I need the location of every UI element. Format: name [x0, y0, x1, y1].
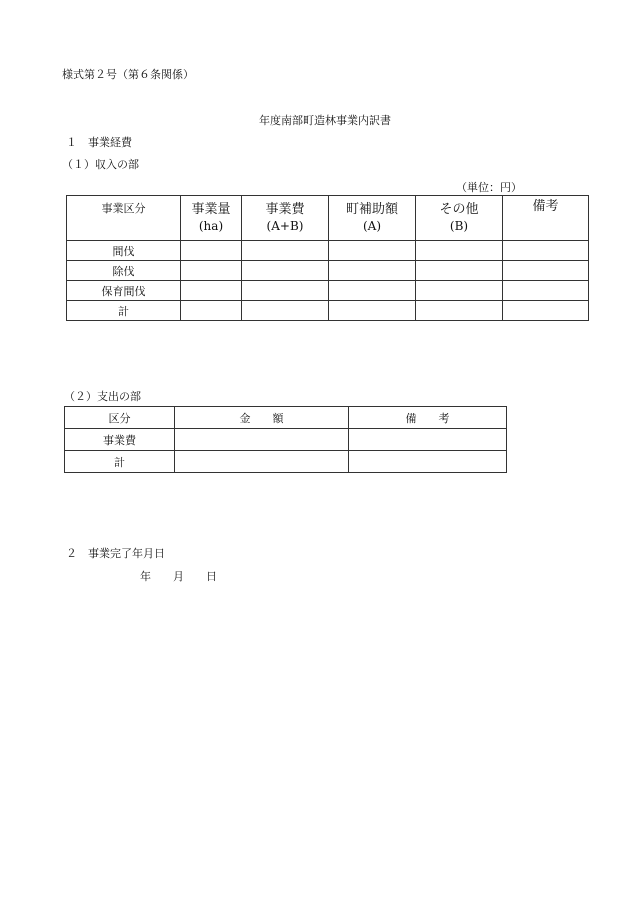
cell-input[interactable] — [181, 301, 242, 321]
cell-input[interactable] — [181, 241, 242, 261]
cell-input[interactable] — [329, 261, 416, 281]
cell-input[interactable] — [329, 241, 416, 261]
income-subheading: （１）収入の部 — [62, 158, 139, 171]
cell-input[interactable] — [329, 281, 416, 301]
header-other: その他 (B) — [416, 196, 503, 241]
document-title: 年度南部町造林事業内訳書 — [259, 114, 391, 127]
cell-input[interactable] — [242, 241, 329, 261]
row-label: 除伐 — [67, 261, 181, 281]
cell-input[interactable] — [503, 281, 589, 301]
cell-input[interactable] — [416, 261, 503, 281]
header-category: 事業区分 — [67, 196, 181, 241]
row-label: 間伐 — [67, 241, 181, 261]
header-quantity: 事業量 (ha) — [181, 196, 242, 241]
header-category: 区分 — [65, 407, 175, 429]
table-row — [67, 241, 589, 261]
row-label: 計 — [65, 451, 175, 473]
header-amount: 金 額 — [175, 407, 349, 429]
section-2-heading: ２ 事業完了年月日 — [66, 547, 165, 560]
cell-input[interactable] — [416, 301, 503, 321]
cell-input[interactable] — [329, 301, 416, 321]
cell-input[interactable] — [349, 429, 507, 451]
cell-input[interactable] — [503, 241, 589, 261]
cell-input[interactable] — [503, 261, 589, 281]
cell-input[interactable] — [181, 261, 242, 281]
row-label: 保育間伐 — [67, 281, 181, 301]
header-cost: 事業費 (A+B) — [242, 196, 329, 241]
table-row — [65, 429, 507, 451]
cell-input[interactable] — [175, 429, 349, 451]
header-remarks: 備考 — [503, 196, 589, 241]
cell-input[interactable] — [503, 301, 589, 321]
table-row — [65, 451, 507, 473]
expense-table — [64, 406, 507, 473]
cell-input[interactable] — [349, 451, 507, 473]
expense-subheading: （２）支出の部 — [64, 390, 141, 403]
header-remarks: 備 考 — [349, 407, 507, 429]
header-town-subsidy: 町補助額 (A) — [329, 196, 416, 241]
unit-label: （単位：円） — [456, 181, 522, 194]
completion-date-line: 年 月 日 — [140, 570, 217, 583]
cell-input[interactable] — [175, 451, 349, 473]
table-row — [67, 301, 589, 321]
cell-input[interactable] — [242, 261, 329, 281]
section-1-heading: １ 事業経費 — [66, 136, 132, 149]
cell-input[interactable] — [416, 241, 503, 261]
cell-input[interactable] — [416, 281, 503, 301]
income-header-row — [67, 196, 589, 241]
form-label: 様式第２号（第６条関係） — [62, 68, 194, 81]
cell-input[interactable] — [242, 301, 329, 321]
row-label: 計 — [67, 301, 181, 321]
table-row — [67, 281, 589, 301]
cell-input[interactable] — [181, 281, 242, 301]
table-row — [67, 261, 589, 281]
expense-header-row — [65, 407, 507, 429]
income-table — [66, 195, 589, 321]
cell-input[interactable] — [242, 281, 329, 301]
row-label: 事業費 — [65, 429, 175, 451]
